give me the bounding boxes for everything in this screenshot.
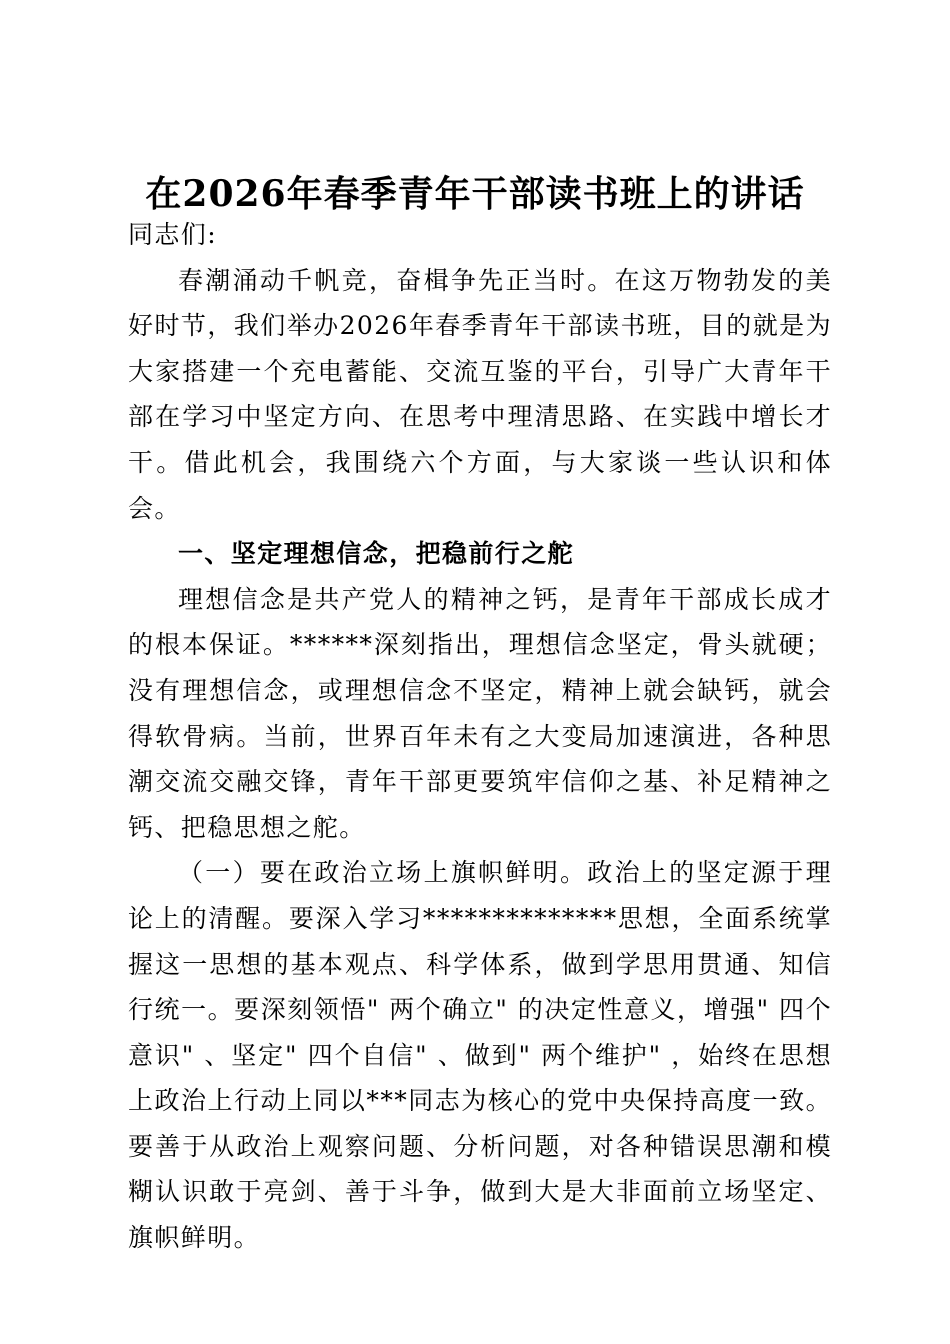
subsection-1-paragraph: （一）要在政治立场上旗帜鲜明。政治上的坚定源于理论上的清醒。要深入学习**************思想，全面系统掌握这一思想的基本观点、科学体系，做到学思用贯通、知信行统一。要深刻领悟" 两个确立" 的决定性意义，增强" 四个意识" 、坚定" 四个自信" 、做到" 两个维护" ，始终在思想上政治上行动上同以***同志为核心的党中央保持高度一致。要善于从政治上观察问题、分析问题，对各种错误思潮和模糊认识敢于亮剑、善于斗争，做到大是大非面前立场坚定、旗帜鲜明。 xyxy=(128,858,832,1253)
salutation: 同志们: xyxy=(128,220,218,249)
intro-paragraph: 春潮涌动千帆竞，奋楫争先正当时。在这万物勃发的美好时节，我们举办2026年春季青年干部读书班，目的就是为大家搭建一个充电蓄能、交流互鉴的平台，引导广大青年干部在学习中坚定方向、在思考中理清思路、在实践中增长才干。借此机会，我围绕六个方面，与大家谈一些认识和体会。 xyxy=(128,265,832,523)
section-1-paragraph: 理想信念是共产党人的精神之钙，是青年干部成长成才的根本保证。******深刻指出，理想信念坚定，骨头就硬；没有理想信念，或理想信念不坚定，精神上就会缺钙，就会得软骨病。当前，世界百年未有之大变局加速演进，各种思潮交流交融交锋，青年干部更要筑牢信仰之基、补足精神之钙、把稳思想之舵。 xyxy=(128,584,832,842)
section-heading-1: 一、坚定理想信念，把稳前行之舵 xyxy=(178,539,575,569)
document-title: 在2026年春季青年干部读书班上的讲话 xyxy=(145,173,805,215)
document-body xyxy=(128,212,832,1261)
